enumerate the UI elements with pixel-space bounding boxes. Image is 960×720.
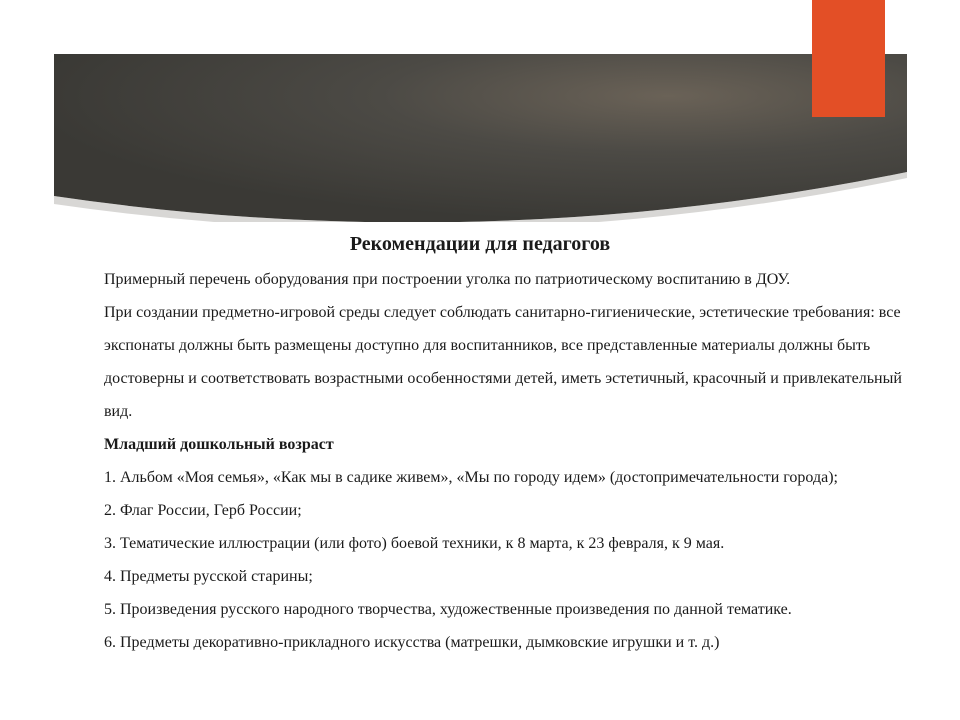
header-banner [54,54,907,222]
intro-text: Примерный перечень оборудования при построении уголка по патриотическому воспитанию в ДОУ. [104,271,791,288]
accent-block [812,0,885,117]
list-item: 3. Тематические иллюстрации (или фото) боевой техники, к 8 марта, к 23 февраля, к 9 мая. [104,535,725,552]
page-title: Рекомендации для педагогов [349,233,611,255]
content [104,263,934,659]
requirements-paragraph: При создании предметно-игровой среды следует соблюдать санитарно-гигиенические, эстетические требования: все экспонаты должны быть размещены доступно для воспитанников, все представленные материалы должны быть достоверны и соответствовать возрастными особенностями детей, иметь эстетичный, красочный и привлекательный вид. [104,304,902,420]
list-item: 5. Произведения русского народного творчества, художественные произведения по данной тематике. [104,601,792,618]
list-item: 2. Флаг России, Герб России; [104,502,302,519]
section-heading: Младший дошкольный возраст [104,436,334,453]
list-item: 6. Предметы декоративно-прикладного искусства (матрешки, дымковские игрушки и т. д.) [104,634,720,651]
list-item: 4. Предметы русской старины; [104,568,313,585]
list-item: 1. Альбом «Моя семья», «Как мы в садике живем», «Мы по городу идем» (достопримечательности города); [104,469,838,486]
